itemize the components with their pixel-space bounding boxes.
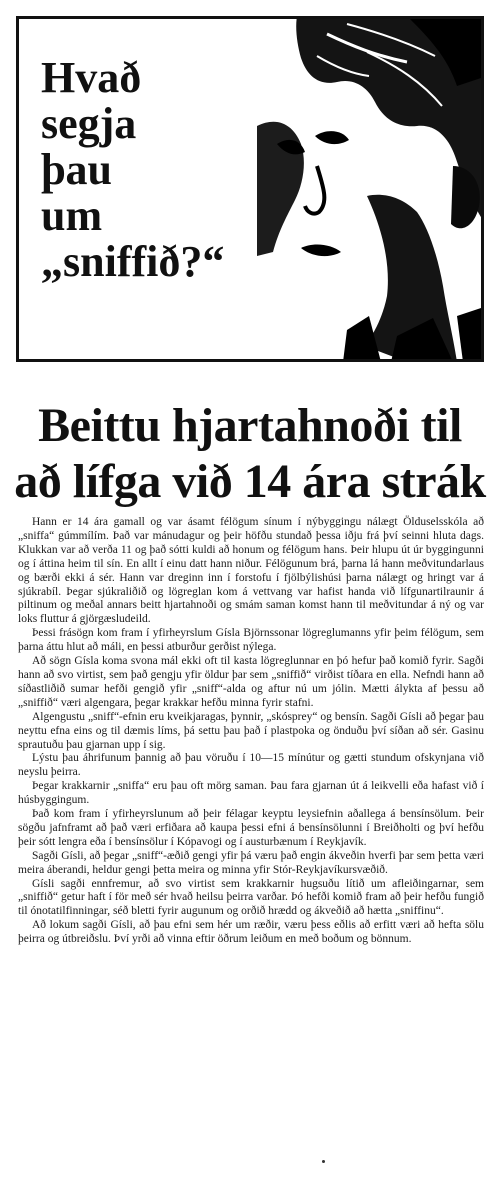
kicker-line: þau bbox=[41, 145, 112, 194]
paragraph: Algengustu „sniff“-efnin eru kveikjaragas, þynnir, „skósprey“ og bensín. Sagði Gísli að þegar þau neyttu efna eins og til dæmis líms, þá settu þau það í plastpoka og önduðu því síðan að sér. Gasinu sprautuðu þau gjarnan upp í sig. bbox=[18, 710, 484, 751]
kicker-line: „sniffið?“ bbox=[41, 237, 225, 286]
kicker-question bbox=[41, 55, 224, 285]
paragraph: Þegar krakkarnir „sniffa“ eru þau oft mörg saman. Þau fara gjarnan út á leikvelli eða hafast við í húsbyggingum. bbox=[18, 780, 484, 807]
headline-line-1: Beittu hjartahnoði til bbox=[38, 399, 462, 452]
kicker-line: Hvað bbox=[41, 53, 142, 102]
paragraph: Það kom fram í yfirheyrslunum að þeir félagar keyptu leysiefnin aðallega á bensínsölum. Þeir sögðu jafnframt að það væri erfiðara að kaupa þessi efni á bensínsölunni í Breiðholti og því hefðu þeir sótt lengra eða í bensínsölur í Kópavogi og í austurbænum í Reykjavík. bbox=[18, 808, 484, 848]
kicker-line: um bbox=[41, 191, 103, 240]
child-face-photo bbox=[257, 16, 484, 362]
paragraph: Að sögn Gísla koma svona mál ekki oft til kasta lögreglunnar en þó hefur það komið fyrir. Sagði hann að svo virtist, sem það gengju yfir öldur þar sem „sniffið“ virðist tíðara en ella. Nefndi hann að síðastliðið sumar hefði gengið yfir „sniff“-alda og aftur nú um jólin. Mætti álykta af þessu að „sniffið“ væri algengara, þegar krakkar hefðu minna fyrir stafni. bbox=[18, 655, 484, 709]
headline bbox=[8, 398, 492, 510]
paragraph: Hann er 14 ára gamall og var ásamt félögum sínum í nýbyggingu nálægt Ölduselsskóla að „sniffa“ gúmmílím. Það var mánudagur og þeir höfðu stundað þessa iðju frá því seinni hluta dags. Klukkan var að verða 11 og það sótti kuldi að honum og félögum hans. Þeir hlupu út úr byggingunni og í áttina heim til sín. En allt í einu datt hann niður. Félögunum brá, þarna lá hann meðvitundarlaus og bærði ekki á sér. Hann var dreginn inn í forstofu í fjölbýlishúsi þarna nálægt og hringt var á sjúkrabíl. Þegar sjúkraliðið og lögreglan kom á vettvang var hafist handa við lífgunartilraunir á piltinum og meðal annars beitt hjartahnoði og smám saman komst hann til meðvitundar á ný og var loks fluttur á gjörgæsludeild. bbox=[18, 516, 484, 626]
header-box bbox=[16, 16, 484, 362]
paragraph: Lýstu þau áhrifunum þannig að þau vöruðu í 10—15 mínútur og gætti stundum ofskynjana við neyslu þeirra. bbox=[18, 752, 484, 779]
paragraph: Sagði Gísli, að þegar „sniff“-æðið gengi yfir þá væru það engin ákveðin hverfi þar sem þetta væri meira áberandi, heldur gengi þetta meira og minna yfir Stór-Reykjavíkursvæðið. bbox=[18, 849, 484, 876]
kicker-line: segja bbox=[41, 99, 137, 148]
headline-line-2: að lífga við 14 ára strák bbox=[14, 455, 486, 508]
print-speck bbox=[322, 1160, 325, 1163]
paragraph: Að lokum sagði Gísli, að þau efni sem hér um ræðir, væru þess eðlis að erfitt væri að hefta sölu þeirra og útbreiðslu. Því yrði að vinna eftir öðrum leiðum en með boðum og bönnum. bbox=[18, 919, 484, 946]
paragraph: Gísli sagði ennfremur, að svo virtist sem krakkarnir hugsuðu lítið um afleiðingarnar, sem „sniffið“ getur haft í för með sér hvað heilsu þeirra varðar. Þó hefði komið fram að þeir hefðu fungið til ónotatilfinningar, séð bletti fyrir augunum og orðið hrædd og ákveðið að hætta „sniffinu“. bbox=[18, 877, 484, 918]
article-body bbox=[18, 516, 484, 947]
paragraph: Þessi frásögn kom fram í yfirheyrslum Gísla Björnssonar lögreglumanns yfir þeim félögum, sem þarna áttu hlut að máli, en þessi atburður gerðist nýlega. bbox=[18, 627, 484, 654]
